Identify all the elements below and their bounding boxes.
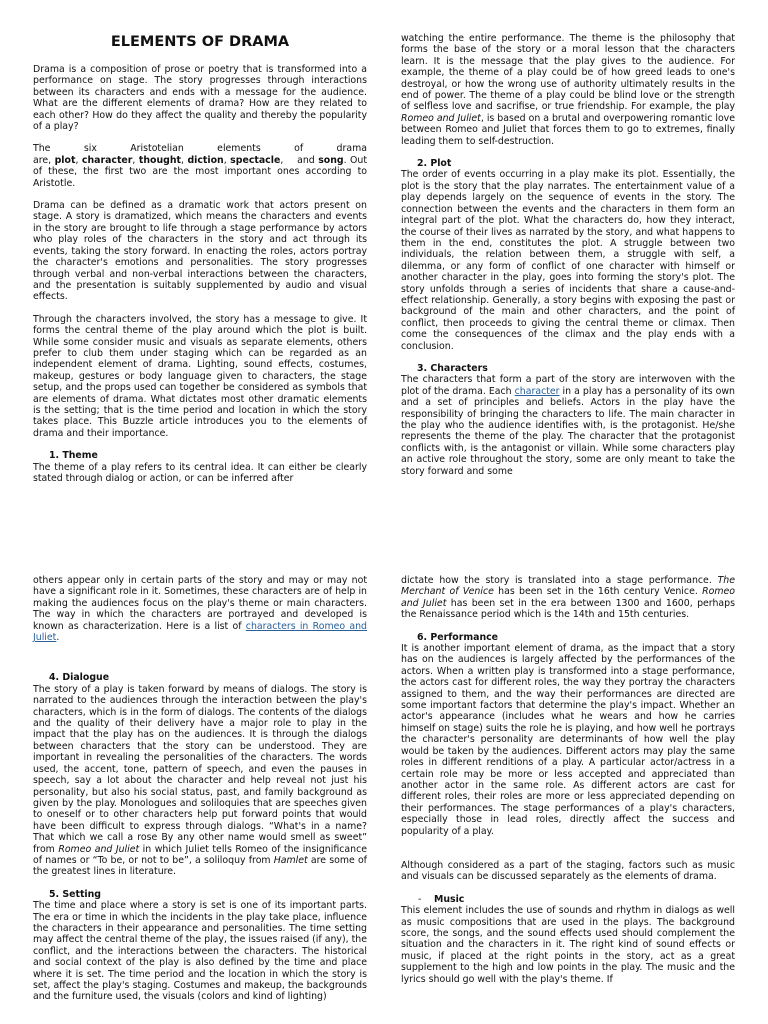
heading-performance: 6. Performance [417,631,499,643]
dialogue-text: The story of a play is taken forward by means of dialogs. The story is narrated to the audiences through the interaction between the play's characters, which is in the form of dialogs. The contents of the dialogs and the quality of their delivery have a major role to play in the impact that the play has on the audiences. It is through the dialogs between characters that the story can be understood. They are important in revealing the personalities of the characters. The words used, the accent, tone, pattern of speech, and even the pauses in speech, say a lot about the character and help reveal not just his personality, but also his social status, past, and family background as given by the play. Monologues and soliloquies that are speeches given to oneself or to other characters help put forward points that would have been difficult to express through dialogs. “What's in a name? That which we call a rose By any other name would smell as sweet” from [33,683,367,855]
heading-music [401,894,735,905]
element-thought: thought [138,154,181,166]
aristo-word: drama [336,143,367,155]
definition-paragraph: Drama can be defined as a dramatic work that actors present on stage. A story is dramatized, which means the characters and events in the story are brought to life through a stage performance by actors who play roles of the characters in the story and act through its events, taking the story forward. In enacting the roles, actors portray the character's emotions and personalities. The story progresses through verbal and non-verbal interactions between the characters, and the presentation is suitably supplemented by audio and visual effects. [33,200,367,303]
intro-paragraph: Drama is a composition of prose or poetry that is transformed into a performance on stage. The story progresses through interactions between its characters and ends with a message for the audience. What are the different elements of drama? How are they related to each other? How do they affect the quality and thereby the popularity of a play? [33,64,367,133]
aristo-word: Aristotelian [130,143,184,155]
heading-theme: 1. Theme [49,450,98,462]
setting-play-title-2: Romeo and Juliet [401,586,735,609]
aristo-word: The [33,143,51,155]
heading-plot: 2. Plot [417,158,452,170]
performance-paragraph: It is another important element of drama, as the impact that a story has on the audiences is largely affected by the performances of the actors. When a written play is transformed into a stage performance, the actors cast for different roles, the way they portray the characters assigned to them, and the way their performances are directed are some important factors that determine the play's impact. Whether an actor's appearance (includes what he wears and how he carries himself on stage) suits the role he is playing, and how well he portrays the character's personality are determinants of how well the play would be taken by the audiences. Different actors may play the same roles in different renditions of a play. A particular actor/actress in a certain role may be more or less accepted and appreciated than another actor in the same role. As different actors are cast for different roles, their roles are more or less appreciated depending on their performances. The stage performances of a play's characters, especially those in lead roles, directly affect the success and popularity of a play. [401,643,735,837]
dialogue-play-title: Romeo and Juliet [58,843,140,855]
characters-cont-end: . [56,632,60,644]
theme-play-title: Romeo and Juliet [401,112,481,124]
character-link[interactable]: character [514,385,560,397]
heading-characters: 3. Characters [417,362,488,374]
aristo-and: and [297,154,315,166]
dialogue-text-3: are some of the greatest lines in literature. [33,854,367,878]
dialogue-text-2: in which Juliet tells Romeo of the insignificance of names or “To be, or not to be”, a soliloquy from [33,843,367,866]
theme-continued-paragraph [401,33,735,147]
heading-setting: 5. Setting [49,888,102,900]
aristo-word: of [294,143,304,155]
aristo-rest-text: . Out of these, the first two are the most important ones according to Aristotle. [33,154,368,189]
message-paragraph: Through the characters involved, the story has a message to give. It forms the central theme of the play around which the plot is built. While some consider music and visuals as separate elements, others prefer to club them under staging which can be regarded as an independent element of drama. Lighting, sound effects, costumes, makeup, gestures or body language given to characters, the stage setup, and the props used can together be considered as symbols that are elements of drama. What dictates most other dramatic elements is the setting; that is the time period and location in which the story takes place. This Buzzle article introduces you to the elements of drama and their importance. [33,313,367,439]
theme-paragraph: The theme of a play refers to its central idea. It can either be clearly stated through dialog or action, or can be inferred after [33,461,367,484]
characters-text: The characters that form a part of the story are interwoven with the plot of the drama. Each [401,374,735,397]
dialogue-paragraph [33,684,367,878]
music-label: Music [434,893,465,905]
document-title: ELEMENTS OF DRAMA [110,34,290,50]
setting-paragraph: The time and place where a story is set is one of its important parts. The era or time in which the incidents in the play take place, influence the characters in their appearance and personalities. The time setting may affect the central theme of the play, the issues raised (if any), the conflict, and the interactions between the characters. The historical and social context of the play is also defined by the time and place where it is set. The time period and the location in which the story is set, affect the play's staging. Costumes and makeup, the backgrounds and the furniture used, the visuals (colors and kind of lighting) [33,900,367,1003]
element-diction: diction [187,154,224,166]
setting-continued-paragraph [401,575,735,621]
setting-play-title: The Merchant of Venice [401,575,735,598]
setting-cont-text-2: has been set in the 16th century Venice. [493,586,703,598]
setting-cont-text: dictate how the story is translated into a stage performance. [401,575,718,586]
aristotle-rest: are, plot, character, thought, diction, spectacle, and song. Out of these, the first two are the most important ones according to Aristotle. [33,154,368,189]
romeo-juliet-characters-link[interactable]: characters in Romeo and Juliet [33,620,367,644]
characters-cont-text: others appear only in certain parts of the story and may or may not have a significant role in it. Sometimes, these characters are of help in making the audiences focus on the play's theme or main characters. The way in which the characters are portrayed and developed is known as characterization. Here is a list of [33,575,367,632]
setting-cont-text-3: has been set in the era between 1300 and 1600, perhaps the Renaissance period which is the 14th and 15th centuries. [401,597,735,621]
left-column-top [33,33,367,484]
heading-dialogue: 4. Dialogue [49,672,110,684]
element-song: song [318,154,344,166]
page-top [0,0,768,510]
characters-paragraph [401,374,735,477]
aristotle-paragraph [33,143,367,189]
aristo-word: elements [217,143,261,155]
characters-text-2: in a play has a personality of its own and a set of principles and beliefs. Actors in the play have the responsibility of bringing the characters to life. The main character in the play who the audience identifies with, is the protagonist. He/she represents the theme of the play. The character that the protagonist conflicts with, is the antagonist or villain. While some characters play an active role throughout the story, some are only meant to take the story forward and some [401,385,735,477]
aristo-word: six [83,143,97,155]
element-character: character [81,154,133,166]
page-bottom [0,575,768,1024]
element-spectacle: spectacle [230,154,281,166]
element-plot: plot [54,154,76,166]
aristotle-first-line [33,143,367,154]
characters-continued-paragraph [33,575,367,643]
right-column-bottom [401,575,735,985]
plot-paragraph: The order of events occurring in a play make its plot. Essentially, the plot is the story that the play narrates. The entertainment value of a play depends largely on the sequence of events in the story. The connection between the events and the characters in them form an integral part of the plot. What the characters do, how they interact, the course of their lives as narrated by the story, and what happens to them in the end, constitutes the plot. A struggle between two individuals, the relation between them, a struggle with self, a dilemma, or any form of conflict of one character with himself or another character in the play, goes into forming the story's plot. The story unfolds through a series of incidents that share a cause-and-effect relationship. Generally, a story begins with exposing the past or background of the main and other characters, and the point of conflict, then proceeds to giving the central theme or climax. Then come the consequences of the climax and the play ends with a conclusion. [401,169,735,352]
right-column-top [401,33,735,477]
left-column-bottom [33,575,367,1003]
music-dash: - [418,893,422,905]
staging-paragraph: Although considered as a part of the staging, factors such as music and visuals can be discussed separately as the elements of drama. [401,859,735,883]
dialogue-play-title-2: Hamlet [273,854,308,866]
theme-cont-text: watching the entire performance. The theme is the philosophy that forms the base of the story or a moral lesson that the characters learn. It is the message that the play gives to the audience. For example, the theme of a play could be of how greed leads to one's destroyal, or how the wrong use of authority ultimately results in the end of power. The theme of a play could be blind love or the strength of selfless love and sacrifise, or true friendship. For example, the play [401,33,735,113]
theme-cont-text-2: , is based on a brutal and overpowering romantic love between Romeo and Juliet that forces them to go to extremes, finally leading them to self-destruction. [401,112,735,147]
aristo-are: are, [33,154,55,166]
music-paragraph: This element includes the use of sounds and rhythm in dialogs as well as music compositions that are used in the plays. The background score, the songs, and the sound effects used should complement the situation and the characters in it. The right kind of sound effects or music, if placed at the right points in the story, act as a great supplement to the high and low points in the play. The music and the lyrics should go well with the play's theme. If [401,905,735,985]
